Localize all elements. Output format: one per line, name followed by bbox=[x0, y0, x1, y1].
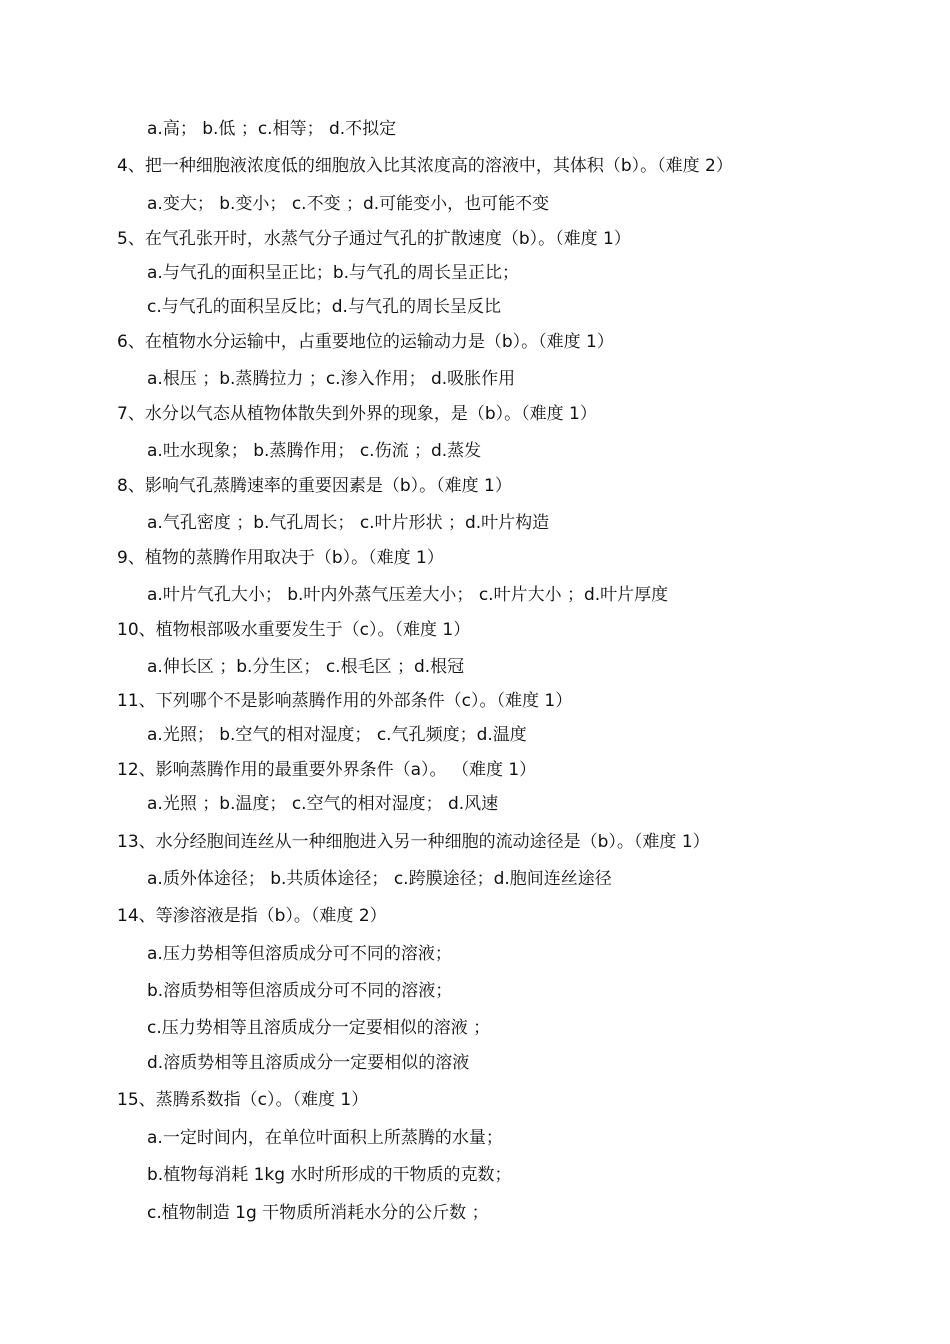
option-line-q13: a.质外体途径； b.共质体途径； c.跨膜途径；d.胞间连丝途径 bbox=[147, 869, 612, 889]
option-line-q5-1: a.与气孔的面积呈正比；b.与气孔的周长呈正比； bbox=[147, 263, 520, 283]
question-5: 5、在气孔张开时，水蒸气分子通过气孔的扩散速度（b）。（难度 1） bbox=[117, 229, 631, 249]
question-9: 9、植物的蒸腾作用取决于（b）。（难度 1） bbox=[117, 548, 444, 568]
option-line-q14-d: d.溶质势相等且溶质成分一定要相似的溶液 bbox=[147, 1053, 470, 1073]
option-line-q8: a.气孔密度 ；b.气孔周长； c.叶片形状 ；d.叶片构造 bbox=[147, 513, 550, 533]
option-line-q14-c: c.压力势相等且溶质成分一定要相似的溶液 ； bbox=[147, 1018, 491, 1038]
option-line-q5-2: c.与气孔的面积呈反比；d.与气孔的周长呈反比 bbox=[147, 297, 501, 317]
option-line-q7: a.吐水现象； b.蒸腾作用； c.伤流 ；d.蒸发 bbox=[147, 441, 482, 461]
option-line-q3: a.高； b.低 ；c.相等； d.不拟定 bbox=[147, 119, 397, 139]
option-line-q9: a.叶片气孔大小； b.叶内外蒸气压差大小； c.叶片大小 ；d.叶片厚度 bbox=[147, 585, 669, 605]
question-12: 12、影响蒸腾作用的最重要外界条件（a）。 （难度 1） bbox=[117, 760, 537, 780]
question-8: 8、影响气孔蒸腾速率的重要因素是（b）。（难度 1） bbox=[117, 476, 512, 496]
option-line-q15-b: b.植物每消耗 1kg 水时所形成的干物质的克数； bbox=[147, 1165, 512, 1185]
option-line-q4: a.变大； b.变小； c.不变 ；d.可能变小，也可能不变 bbox=[147, 194, 550, 214]
question-11: 11、下列哪个不是影响蒸腾作用的外部条件（c）。（难度 1） bbox=[117, 691, 573, 711]
question-10: 10、植物根部吸水重要发生于（c）。（难度 1） bbox=[117, 620, 471, 640]
question-13: 13、水分经胞间连丝从一种细胞进入另一种细胞的流动途径是（b）。（难度 1） bbox=[117, 832, 710, 852]
option-line-q15-c: c.植物制造 1g 干物质所消耗水分的公斤数 ； bbox=[147, 1203, 489, 1223]
option-line-q14-a: a.压力势相等但溶质成分可不同的溶液； bbox=[147, 944, 452, 964]
question-15: 15、蒸腾系数指（c）。（难度 1） bbox=[117, 1090, 369, 1110]
option-line-q12: a.光照 ；b.温度； c.空气的相对湿度； d.风速 bbox=[147, 794, 499, 814]
question-14: 14、等渗溶液是指（b）。（难度 2） bbox=[117, 906, 387, 926]
option-line-q6: a.根压 ；b.蒸腾拉力 ；c.渗入作用； d.吸胀作用 bbox=[147, 369, 516, 389]
question-6: 6、在植物水分运输中，占重要地位的运输动力是（b）。（难度 1） bbox=[117, 332, 614, 352]
option-line-q11: a.光照； b.空气的相对湿度； c.气孔频度；d.温度 bbox=[147, 725, 527, 745]
question-7: 7、水分以气态从植物体散失到外界的现象，是（b）。（难度 1） bbox=[117, 404, 597, 424]
option-line-q14-b: b.溶质势相等但溶质成分可不同的溶液； bbox=[147, 981, 453, 1001]
option-line-q15-a: a.一定时间内，在单位叶面积上所蒸腾的水量； bbox=[147, 1128, 503, 1148]
option-line-q10: a.伸长区 ；b.分生区； c.根毛区 ；d.根冠 bbox=[147, 657, 465, 677]
question-4: 4、把一种细胞液浓度低的细胞放入比其浓度高的溶液中，其体积（b）。（难度 2） bbox=[117, 156, 733, 176]
